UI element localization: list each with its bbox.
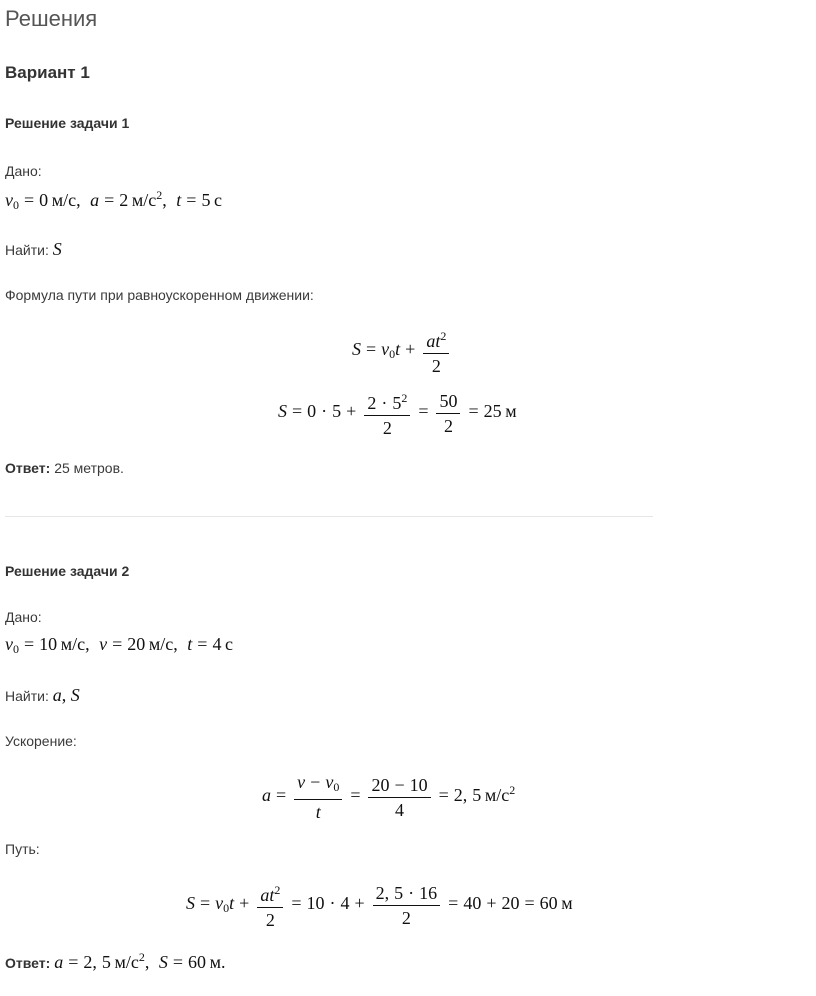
variant-heading: Вариант 1 xyxy=(5,63,90,82)
task1-find-label: Найти: xyxy=(5,242,49,258)
fraction: $\frac{2, 5 \cdot 16}{2}$ xyxy=(373,883,441,928)
task1-answer-label: Ответ: xyxy=(5,460,51,476)
task2-heading: Решение задачи 2 xyxy=(5,563,130,579)
task1-formula-general: $S = v_0t$ + $\frac{at^2}{2}$ xyxy=(352,326,452,376)
fraction: $\frac{at^2}{2}$ xyxy=(423,326,449,376)
fraction: $\frac{50}{2}$ xyxy=(436,391,460,436)
task1-given-formula: $v_0 = 0$ м/с, a = 2 $м/с^2$, t = 5 с xyxy=(5,188,223,212)
task2-answer xyxy=(5,950,225,973)
task1-formula-intro: Формула пути при равноускоренном движении: xyxy=(5,287,314,303)
task2-path-intro: Путь: xyxy=(5,841,40,857)
fraction: $\frac{2 \cdot 5^2}{2}$ xyxy=(364,388,410,438)
task2-find xyxy=(5,685,80,706)
task1-answer-text: 25 метров. xyxy=(54,460,124,476)
fraction: $\frac{v - v_0}{t}$ xyxy=(294,772,342,822)
task2-answer-formula: a = 2, 5 $м/с^2$, S = 60 м. xyxy=(54,950,226,972)
task2-accel-formula: a = $\frac{v - v_0}{t}$ = $\frac{20 - 10}{4}$ = 2, 5 $м/с^2$ xyxy=(262,772,516,822)
task2-path-formula: $S = v_0t$ + $\frac{at^2}{2}$ = 10 · 4 + $\frac{2, 5 \cdot 16}{2}$ = 40 + 20 = 60 м xyxy=(186,880,573,930)
fraction: $\frac{at^2}{2}$ xyxy=(257,880,283,930)
task2-answer-label: Ответ: xyxy=(5,955,51,971)
divider xyxy=(5,516,653,517)
task1-find-var: S xyxy=(52,239,62,259)
task2-given-label: Дано: xyxy=(5,609,42,625)
task2-find-label: Найти: xyxy=(5,688,49,704)
task2-given-formula: $v_0 = 10$ м/с, v = 20 м/с, t = 4 с xyxy=(5,634,234,656)
task1-formula-computed: S = 0 · 5 + $\frac{2 \cdot 5^2}{2}$ = $\frac{50}{2}$ = 25 м xyxy=(278,388,517,438)
task1-find xyxy=(5,239,62,260)
task1-answer xyxy=(5,460,124,476)
task1-heading: Решение задачи 1 xyxy=(5,115,130,131)
task2-accel-intro: Ускорение: xyxy=(5,733,77,749)
page-title: Решения xyxy=(5,6,98,31)
fraction: $\frac{20 - 10}{4}$ xyxy=(368,775,430,820)
task2-find-vars: a, S xyxy=(52,685,80,705)
task1-given-label: Дано: xyxy=(5,163,42,179)
